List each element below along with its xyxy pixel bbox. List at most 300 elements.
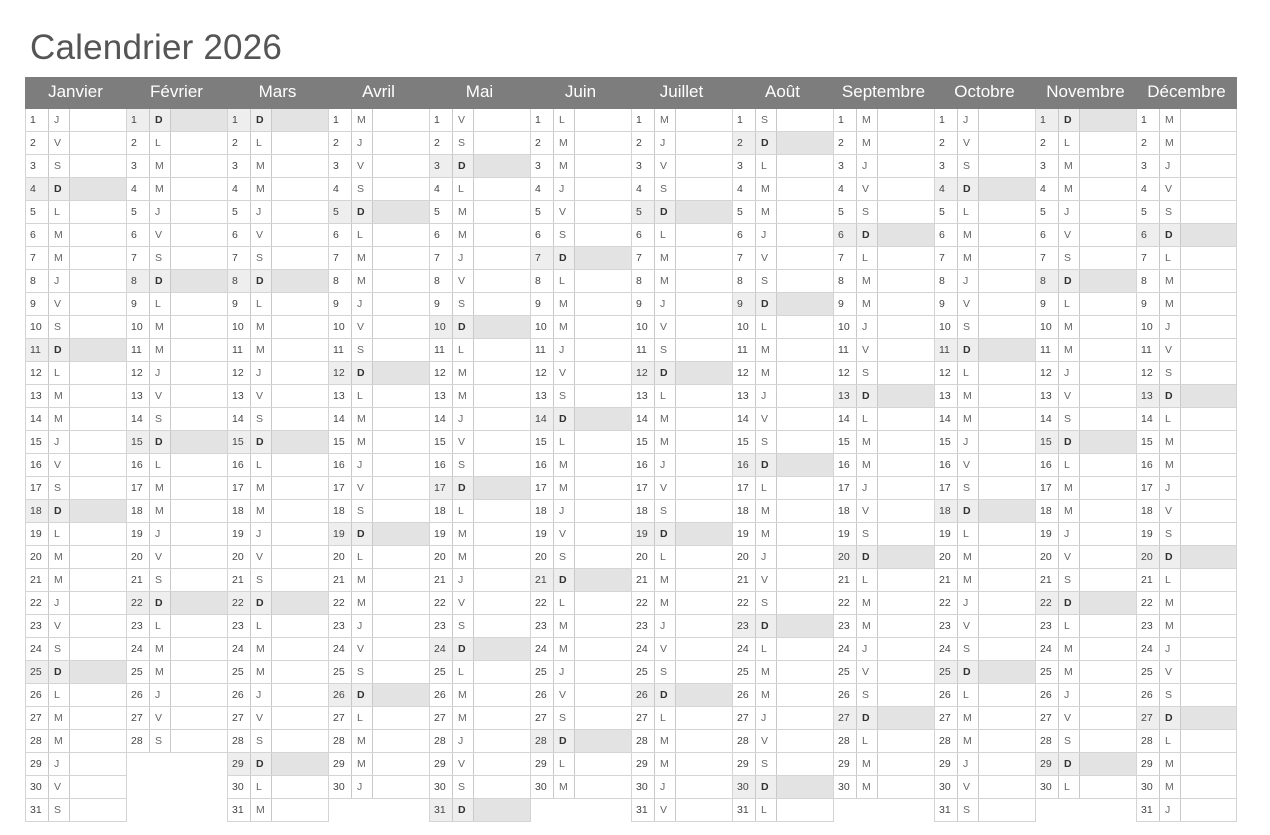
weekday-letter: M <box>553 776 575 798</box>
weekday-letter: J <box>553 339 575 361</box>
day-cell <box>1036 385 1136 408</box>
day-cell <box>1137 776 1236 799</box>
weekday-letter: S <box>351 500 373 522</box>
note-space <box>878 293 934 315</box>
day-number: 14 <box>131 413 143 425</box>
month-header-1: Janvier <box>48 82 103 101</box>
day-cell <box>531 753 631 776</box>
day-number: 6 <box>30 229 36 241</box>
month-columns <box>25 109 1237 822</box>
day-cell <box>26 684 126 707</box>
day-number: 25 <box>26 661 48 683</box>
note-space <box>171 109 227 131</box>
weekday-letter: S <box>452 615 474 637</box>
weekday-letter: J <box>149 362 171 384</box>
weekday-letter: M <box>755 523 777 545</box>
day-cell <box>531 224 631 247</box>
weekday-letter: M <box>654 753 676 775</box>
note-space <box>1080 707 1136 729</box>
note-space <box>777 316 833 338</box>
day-number: 2 <box>939 137 945 149</box>
note-space <box>1080 500 1136 522</box>
day-number: 19 <box>1141 528 1153 540</box>
day-number: 15 <box>434 436 446 448</box>
day-number: 17 <box>232 482 244 494</box>
day-cell <box>1137 408 1236 431</box>
note-space <box>979 362 1035 384</box>
day-cell <box>228 132 328 155</box>
day-number: 8 <box>127 270 149 292</box>
note-space <box>171 454 227 476</box>
weekday-letter: J <box>250 684 272 706</box>
month-column-9 <box>833 109 934 822</box>
day-cell <box>632 615 732 638</box>
note-space <box>373 408 429 430</box>
note-space <box>979 109 1035 131</box>
weekday-letter: S <box>1058 730 1080 752</box>
day-cell <box>834 638 934 661</box>
weekday-letter: S <box>149 569 171 591</box>
day-number: 31 <box>1141 804 1153 816</box>
note-space <box>676 684 732 706</box>
weekday-letter: M <box>553 132 575 154</box>
note-space <box>70 523 126 545</box>
note-space <box>272 477 328 499</box>
day-number: 3 <box>333 160 339 172</box>
day-number: 13 <box>535 390 547 402</box>
note-space <box>1080 316 1136 338</box>
day-number: 7 <box>636 252 642 264</box>
day-number: 2 <box>1040 137 1046 149</box>
day-cell <box>430 385 530 408</box>
weekday-letter: M <box>149 638 171 660</box>
weekday-letter: V <box>1058 707 1080 729</box>
day-number: 24 <box>1141 643 1153 655</box>
note-space <box>272 546 328 568</box>
day-number: 1 <box>228 109 250 131</box>
day-number: 4 <box>737 183 743 195</box>
note-space <box>777 776 833 798</box>
day-cell <box>127 109 227 132</box>
day-number: 6 <box>939 229 945 241</box>
day-number: 3 <box>30 160 36 172</box>
day-cell <box>127 362 227 385</box>
day-number: 10 <box>30 321 42 333</box>
day-number: 29 <box>535 758 547 770</box>
weekday-letter: S <box>856 523 878 545</box>
weekday-letter: L <box>452 339 474 361</box>
note-space <box>171 316 227 338</box>
day-number: 1 <box>636 114 642 126</box>
note-space <box>979 753 1035 775</box>
note-space <box>70 730 126 752</box>
day-cell <box>834 132 934 155</box>
note-space <box>676 707 732 729</box>
month-header-10: Octobre <box>954 82 1015 101</box>
day-cell <box>935 799 1035 822</box>
day-number: 25 <box>232 666 244 678</box>
day-number: 1 <box>535 114 541 126</box>
weekday-letter: L <box>553 109 575 131</box>
day-cell <box>733 362 833 385</box>
day-number: 9 <box>838 298 844 310</box>
day-number: 8 <box>333 275 339 287</box>
weekday-letter: M <box>553 615 575 637</box>
day-number: 5 <box>1141 206 1147 218</box>
weekday-letter: D <box>452 477 474 499</box>
day-number: 23 <box>131 620 143 632</box>
note-space <box>777 799 833 821</box>
weekday-letter: D <box>351 523 373 545</box>
day-number: 13 <box>636 390 648 402</box>
day-cell <box>430 408 530 431</box>
day-cell <box>430 178 530 201</box>
note-space <box>777 500 833 522</box>
note-space <box>373 707 429 729</box>
note-space <box>171 155 227 177</box>
note-space <box>676 661 732 683</box>
weekday-letter: M <box>351 109 373 131</box>
day-cell <box>935 270 1035 293</box>
weekday-letter: J <box>48 753 70 775</box>
note-space <box>878 661 934 683</box>
note-space <box>777 201 833 223</box>
note-space <box>272 316 328 338</box>
note-space <box>777 155 833 177</box>
weekday-letter: J <box>654 615 676 637</box>
note-space <box>575 178 631 200</box>
day-cell <box>1036 454 1136 477</box>
day-number: 4 <box>434 183 440 195</box>
day-number: 31 <box>232 804 244 816</box>
weekday-letter: S <box>452 454 474 476</box>
day-number: 28 <box>434 735 446 747</box>
note-space <box>70 684 126 706</box>
day-number: 17 <box>30 482 42 494</box>
weekday-letter: L <box>48 684 70 706</box>
note-space <box>676 362 732 384</box>
note-space <box>272 523 328 545</box>
weekday-letter: M <box>1058 339 1080 361</box>
note-space <box>979 247 1035 269</box>
day-number: 1 <box>1141 114 1147 126</box>
note-space <box>171 638 227 660</box>
weekday-letter: L <box>149 454 171 476</box>
day-number: 20 <box>434 551 446 563</box>
weekday-letter: S <box>957 155 979 177</box>
note-space <box>1080 270 1136 292</box>
day-number: 2 <box>733 132 755 154</box>
day-number: 4 <box>935 178 957 200</box>
day-cell <box>935 592 1035 615</box>
day-cell <box>127 339 227 362</box>
day-number: 20 <box>535 551 547 563</box>
day-cell <box>430 569 530 592</box>
weekday-letter: S <box>452 293 474 315</box>
day-cell <box>430 132 530 155</box>
weekday-letter: M <box>351 247 373 269</box>
weekday-letter: D <box>48 178 70 200</box>
day-number: 28 <box>1141 735 1153 747</box>
weekday-letter: M <box>856 615 878 637</box>
day-number: 6 <box>737 229 743 241</box>
note-space <box>1181 454 1236 476</box>
day-cell <box>430 201 530 224</box>
note-space <box>373 385 429 407</box>
day-number: 29 <box>333 758 345 770</box>
day-number: 12 <box>632 362 654 384</box>
day-cell <box>228 293 328 316</box>
weekday-letter: L <box>755 316 777 338</box>
weekday-letter: J <box>654 776 676 798</box>
note-space <box>575 431 631 453</box>
note-space <box>373 201 429 223</box>
weekday-letter: M <box>856 293 878 315</box>
weekday-letter: J <box>452 569 474 591</box>
day-cell <box>531 201 631 224</box>
day-cell <box>26 339 126 362</box>
weekday-letter: V <box>250 707 272 729</box>
weekday-letter: M <box>351 569 373 591</box>
day-number: 23 <box>30 620 42 632</box>
note-space <box>474 293 530 315</box>
day-number: 28 <box>838 735 850 747</box>
weekday-letter: V <box>452 109 474 131</box>
note-space <box>474 661 530 683</box>
note-space <box>70 477 126 499</box>
day-cell <box>26 247 126 270</box>
day-cell <box>228 523 328 546</box>
weekday-letter: L <box>1058 615 1080 637</box>
note-space <box>878 431 934 453</box>
day-cell <box>733 224 833 247</box>
note-space <box>272 224 328 246</box>
note-space <box>777 661 833 683</box>
weekday-letter: V <box>856 339 878 361</box>
weekday-letter: D <box>48 661 70 683</box>
day-number: 4 <box>838 183 844 195</box>
day-number: 21 <box>333 574 345 586</box>
day-cell <box>1137 316 1236 339</box>
note-space <box>474 776 530 798</box>
day-number: 5 <box>737 206 743 218</box>
note-space <box>979 569 1035 591</box>
day-number: 9 <box>434 298 440 310</box>
day-number: 27 <box>131 712 143 724</box>
day-number: 14 <box>531 408 553 430</box>
weekday-letter: M <box>48 224 70 246</box>
weekday-letter: D <box>755 615 777 637</box>
day-cell <box>430 638 530 661</box>
day-number: 28 <box>737 735 749 747</box>
day-cell <box>329 178 429 201</box>
weekday-letter: M <box>452 201 474 223</box>
note-space <box>373 316 429 338</box>
note-space <box>474 155 530 177</box>
day-number: 21 <box>1040 574 1052 586</box>
day-cell <box>329 523 429 546</box>
day-cell <box>935 408 1035 431</box>
weekday-letter: J <box>755 707 777 729</box>
day-cell <box>329 316 429 339</box>
day-cell <box>935 615 1035 638</box>
day-number: 26 <box>838 689 850 701</box>
day-cell <box>935 362 1035 385</box>
day-number: 14 <box>1040 413 1052 425</box>
day-cell <box>329 684 429 707</box>
note-space <box>575 385 631 407</box>
day-number: 16 <box>939 459 951 471</box>
day-number: 14 <box>939 413 951 425</box>
weekday-letter: L <box>48 523 70 545</box>
day-number: 26 <box>434 689 446 701</box>
day-cell <box>228 454 328 477</box>
day-cell <box>228 431 328 454</box>
weekday-letter: S <box>957 638 979 660</box>
weekday-letter: M <box>48 546 70 568</box>
day-cell <box>430 316 530 339</box>
note-space <box>1080 431 1136 453</box>
weekday-letter: M <box>351 408 373 430</box>
note-space <box>1181 638 1236 660</box>
weekday-letter: L <box>856 408 878 430</box>
day-cell <box>733 730 833 753</box>
note-space <box>70 132 126 154</box>
weekday-letter: D <box>553 569 575 591</box>
weekday-letter: V <box>1159 500 1181 522</box>
weekday-letter: D <box>351 362 373 384</box>
note-space <box>1080 385 1136 407</box>
weekday-letter: M <box>351 592 373 614</box>
day-cell <box>329 546 429 569</box>
day-number: 3 <box>232 160 238 172</box>
day-number: 27 <box>232 712 244 724</box>
day-cell <box>632 776 732 799</box>
day-cell <box>733 776 833 799</box>
note-space <box>676 178 732 200</box>
day-cell <box>26 431 126 454</box>
note-space <box>272 270 328 292</box>
weekday-letter: M <box>856 753 878 775</box>
weekday-letter: S <box>1159 201 1181 223</box>
note-space <box>474 201 530 223</box>
day-cell <box>632 523 732 546</box>
day-number: 25 <box>838 666 850 678</box>
weekday-letter: M <box>149 661 171 683</box>
weekday-letter: D <box>1159 707 1181 729</box>
day-number: 17 <box>636 482 648 494</box>
day-number: 27 <box>1040 712 1052 724</box>
weekday-letter: M <box>250 316 272 338</box>
day-cell <box>1137 431 1236 454</box>
day-cell <box>1036 201 1136 224</box>
month-header-6: Juin <box>564 82 597 101</box>
day-cell <box>935 753 1035 776</box>
day-cell <box>26 799 126 822</box>
weekday-letter: J <box>1159 155 1181 177</box>
weekday-letter: V <box>452 592 474 614</box>
note-space <box>474 431 530 453</box>
day-cell <box>26 615 126 638</box>
day-number: 2 <box>131 137 137 149</box>
day-number: 1 <box>333 114 339 126</box>
weekday-letter: V <box>654 155 676 177</box>
note-space <box>474 178 530 200</box>
day-cell <box>632 661 732 684</box>
note-space <box>878 339 934 361</box>
note-space <box>1181 615 1236 637</box>
day-cell <box>26 408 126 431</box>
weekday-letter: D <box>755 293 777 315</box>
day-number: 7 <box>531 247 553 269</box>
note-space <box>171 477 227 499</box>
weekday-letter: M <box>856 132 878 154</box>
weekday-letter: M <box>1159 454 1181 476</box>
day-cell <box>329 155 429 178</box>
day-number: 13 <box>834 385 856 407</box>
day-cell <box>127 615 227 638</box>
note-space <box>777 408 833 430</box>
day-cell <box>632 500 732 523</box>
day-number: 24 <box>232 643 244 655</box>
day-number: 4 <box>333 183 339 195</box>
day-cell <box>632 684 732 707</box>
day-cell <box>834 316 934 339</box>
day-number: 25 <box>1141 666 1153 678</box>
note-space <box>1080 477 1136 499</box>
day-cell <box>430 155 530 178</box>
day-cell <box>935 546 1035 569</box>
weekday-letter: J <box>48 431 70 453</box>
weekday-letter: M <box>755 201 777 223</box>
day-number: 12 <box>232 367 244 379</box>
day-cell <box>430 661 530 684</box>
note-space <box>1181 684 1236 706</box>
day-number: 14 <box>30 413 42 425</box>
weekday-letter: J <box>1058 684 1080 706</box>
day-number: 2 <box>1141 137 1147 149</box>
day-cell <box>632 293 732 316</box>
day-number: 8 <box>737 275 743 287</box>
day-number: 1 <box>1036 109 1058 131</box>
day-cell <box>733 661 833 684</box>
day-number: 30 <box>333 781 345 793</box>
note-space <box>777 477 833 499</box>
note-space <box>373 500 429 522</box>
day-cell <box>531 362 631 385</box>
month-header-5: Mai <box>465 82 494 101</box>
day-number: 27 <box>636 712 648 724</box>
weekday-letter: J <box>856 638 878 660</box>
day-number: 28 <box>531 730 553 752</box>
weekday-letter: J <box>351 615 373 637</box>
day-cell <box>935 178 1035 201</box>
weekday-letter: D <box>1058 592 1080 614</box>
note-space <box>272 753 328 775</box>
weekday-letter: L <box>654 224 676 246</box>
day-number: 18 <box>737 505 749 517</box>
weekday-letter: V <box>755 247 777 269</box>
day-cell <box>26 109 126 132</box>
day-number: 19 <box>632 523 654 545</box>
weekday-letter: L <box>351 224 373 246</box>
note-space <box>373 293 429 315</box>
weekday-letter: J <box>856 477 878 499</box>
note-space <box>1181 753 1236 775</box>
day-number: 11 <box>333 344 344 356</box>
day-cell <box>935 247 1035 270</box>
day-cell <box>632 155 732 178</box>
